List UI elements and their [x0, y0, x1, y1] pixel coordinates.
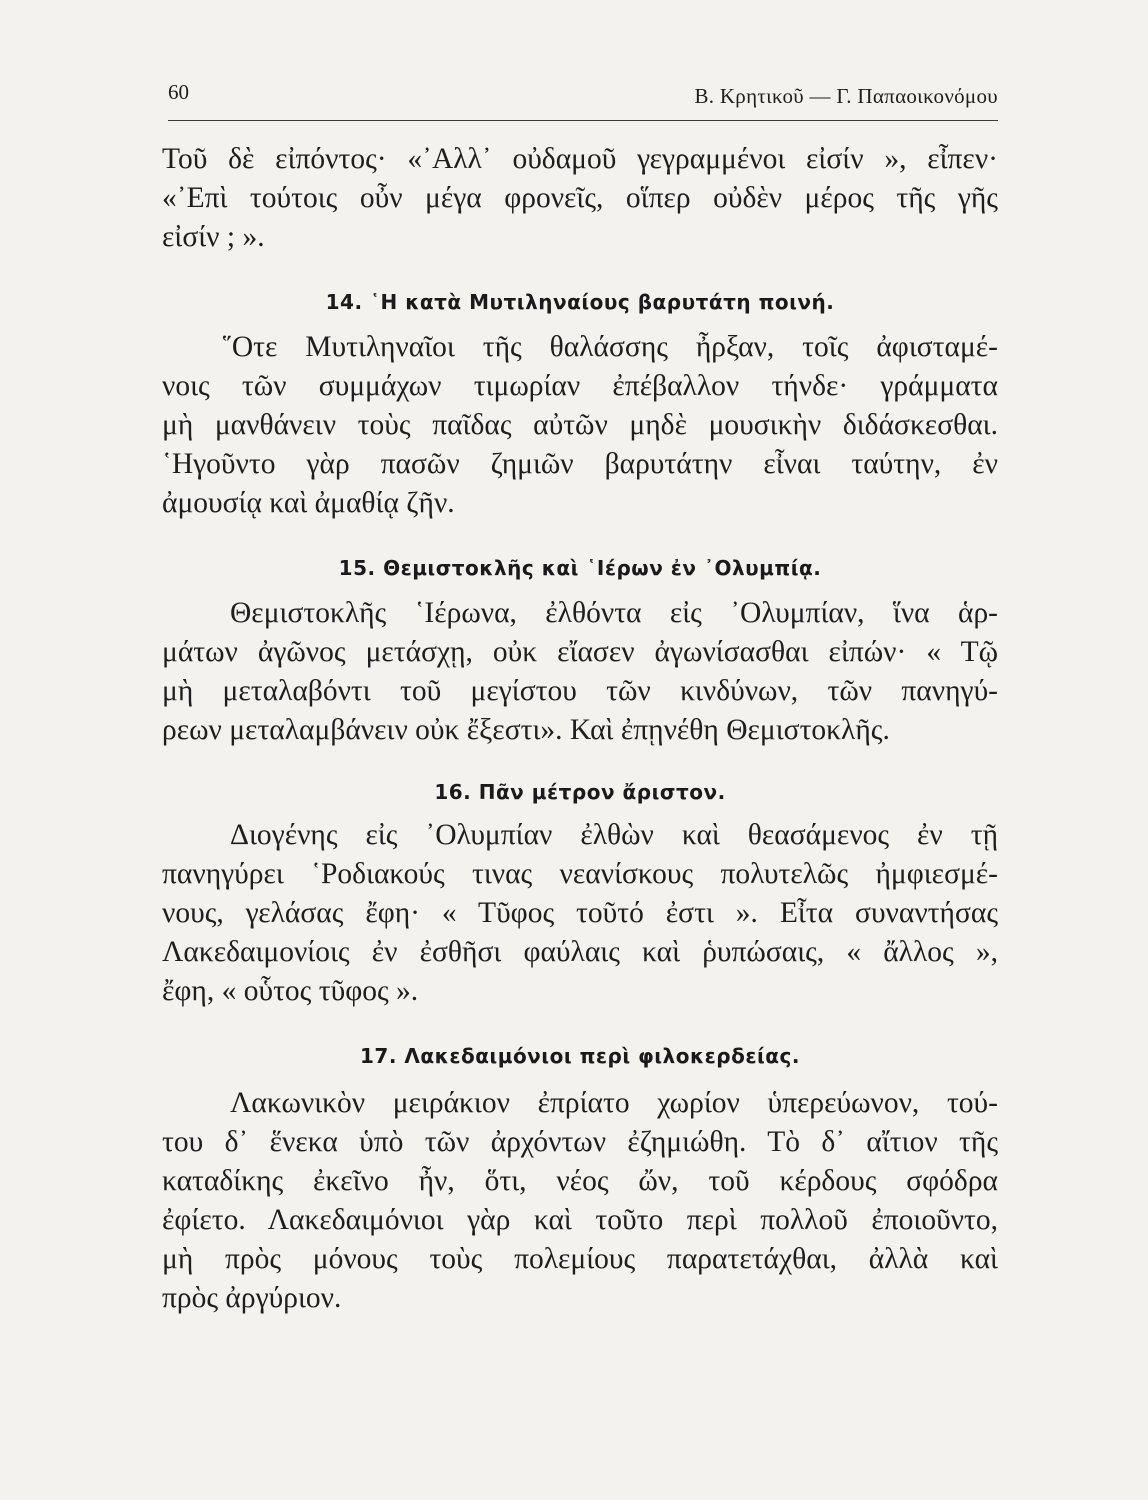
text-line: ῞Οτε Μυτιληναῖοι τῆς θαλάσσης ἦρξαν, τοῖς ἀφισταμέ-: [222, 331, 998, 363]
body-text: [162, 140, 998, 1318]
section-heading-15: 15. Θεμιστοκλῆς καὶ ῾Ιέρων ἐν ᾿Ολυμπίᾳ.: [338, 556, 822, 580]
text-line: μὴ μεταλαβόντι τοῦ μεγίστου τῶν κινδύνων, τῶν πανηγύ-: [162, 675, 998, 707]
running-head: [168, 80, 998, 121]
page-number: 60: [168, 80, 189, 104]
text-line: ἐφίετο. Λακεδαιμόνιοι γὰρ καὶ τοῦτο περὶ πολλοῦ ἐποιοῦντο,: [162, 1204, 998, 1236]
section-15-paragraph: [162, 594, 998, 750]
text-line: Λακωνικὸν μειράκιον ἐπρίατο χωρίον ὑπερεύωνον, τού-: [230, 1087, 998, 1119]
text-line: «᾿Επὶ τούτοις οὖν μέγα φρονεῖς, οἵπερ οὐδὲν μέρος τῆς γῆς: [162, 182, 998, 214]
text-line: μὴ πρὸς μόνους τοὺς πολεμίους παρατετάχθαι, ἀλλὰ καὶ: [162, 1243, 998, 1275]
text-line: εἰσίν ; ».: [162, 221, 265, 253]
text-line: μὴ μανθάνειν τοὺς παῖδας αὐτῶν μηδὲ μουσικὴν διδάσκεσθαι.: [162, 409, 998, 441]
text-line: Τοῦ δὲ εἰπόντος· «᾿Αλλ᾿ οὐδαμοῦ γεγραμμένοι εἰσίν », εἶπεν·: [162, 143, 998, 175]
section-heading-16: 16. Πᾶν μέτρον ἄριστον.: [434, 780, 726, 804]
text-line: του δ᾿ ἕνεκα ὑπὸ τῶν ἀρχόντων ἐζημιώθη. Τὸ δ᾿ αἴτιον τῆς: [162, 1126, 998, 1158]
text-line: ἀμουσίᾳ καὶ ἀμαθίᾳ ζῆν.: [162, 487, 455, 519]
text-line: μάτων ἀγῶνος μετάσχῃ, οὐκ εἴασεν ἀγωνίσασθαι εἰπών· « Τῷ: [162, 636, 998, 668]
text-line: νοις τῶν συμμάχων τιμωρίαν ἐπέβαλλον τήνδε· γράμματα: [162, 370, 998, 402]
section-17-paragraph: [162, 1084, 998, 1318]
text-line: ῾Ηγοῦντο γὰρ πασῶν ζημιῶν βαρυτάτην εἶναι ταύτην, ἐν: [162, 448, 998, 480]
section-heading-14: 14. ῾Η κατὰ Μυτιληναίους βαρυτάτη ποινή.: [325, 290, 835, 314]
text-line: Θεμιστοκλῆς ῾Ιέρωνα, ἐλθόντα εἰς ᾿Ολυμπίαν, ἵνα ἁρ-: [230, 597, 998, 629]
section-16-paragraph: [162, 816, 998, 1011]
text-line: ἔφη, « οὗτος τῦφος ».: [162, 975, 419, 1007]
text-line: Διογένης εἰς ᾿Ολυμπίαν ἐλθὼν καὶ θεασάμενος ἐν τῇ: [230, 819, 998, 851]
text-line: πρὸς ἀργύριον.: [162, 1282, 342, 1314]
text-line: καταδίκης ἐκεῖνο ἦν, ὅτι, νέος ὤν, τοῦ κέρδους σφόδρα: [162, 1165, 998, 1197]
text-line: Λακεδαιμονίοις ἐν ἐσθῆσι φαύλαις καὶ ῥυπώσαις, « ἄλλος »,: [162, 936, 998, 968]
running-head-title: Β. Κρητικοῦ — Γ. Παπαοικονόμου: [694, 84, 998, 108]
text-line: νους, γελάσας ἔφη· « Τῦφος τοῦτό ἐστι ». Εἶτα συναντήσας: [162, 897, 998, 929]
text-line: πανηγύρει ῾Ροδιακούς τινας νεανίσκους πολυτελῶς ἠμφιεσμέ-: [162, 858, 998, 890]
text-line: ρεων μεταλαμβάνειν οὐκ ἔξεστι». Καὶ ἐπῃνέθη Θεμιστοκλῆς.: [162, 714, 890, 746]
intro-paragraph: [162, 140, 998, 257]
section-heading-17: 17. Λακεδαιμόνιοι περὶ φιλοκερδείας.: [360, 1044, 800, 1068]
section-14-paragraph: [162, 328, 998, 523]
